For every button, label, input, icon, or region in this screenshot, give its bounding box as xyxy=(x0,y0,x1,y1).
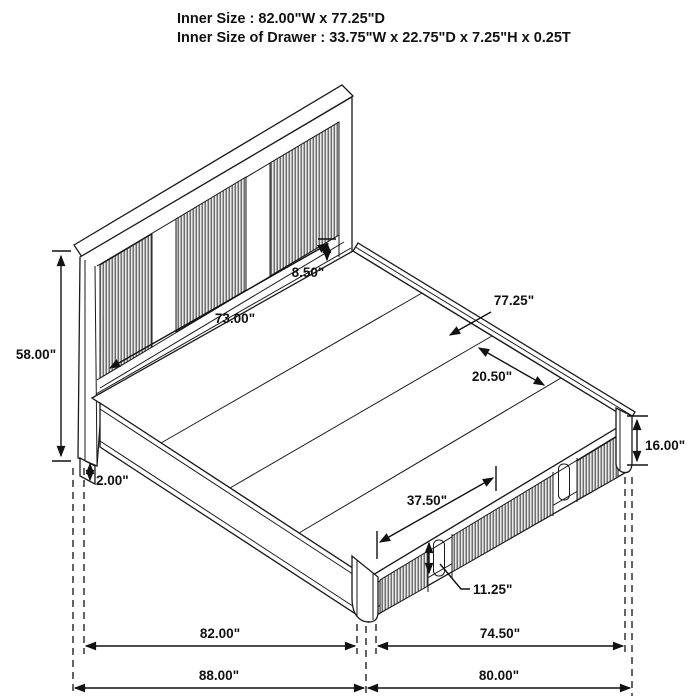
dim-73-label: 73.00" xyxy=(214,311,256,326)
dim-platform-height xyxy=(627,416,685,465)
dim-37-label: 37.50" xyxy=(406,493,448,508)
dim-overall-width xyxy=(75,668,364,688)
dim-headboard-height xyxy=(16,251,71,461)
dim-8-label: 8.50" xyxy=(291,265,325,280)
dim-80-label: 80.00" xyxy=(478,668,520,683)
dim-58-label: 58.00" xyxy=(15,347,57,362)
dim-inner-width xyxy=(86,626,355,646)
dim-20-label: 20.50" xyxy=(471,369,513,384)
dim-2-label: 2.00" xyxy=(96,473,129,488)
dim-11-label: 11.25" xyxy=(473,582,513,597)
dim-leg-base-height xyxy=(90,464,129,488)
dim-82-label: 82.00" xyxy=(199,626,241,641)
corner-post-far xyxy=(616,408,632,473)
dim-drawer-side-span xyxy=(378,626,623,646)
dim-16-label: 16.00" xyxy=(645,438,686,453)
dim-77-label: 77.25" xyxy=(493,293,535,308)
dim-74-label: 74.50" xyxy=(479,626,521,641)
dim-overall-depth xyxy=(368,668,630,688)
header-inner-size: Inner Size : 82.00"W x 77.25"D xyxy=(177,11,385,27)
header-drawer-size: Inner Size of Drawer : 33.75"W x 22.75"D x 7.25"H x 0.25T xyxy=(177,30,571,46)
dim-88-label: 88.00" xyxy=(198,668,240,683)
